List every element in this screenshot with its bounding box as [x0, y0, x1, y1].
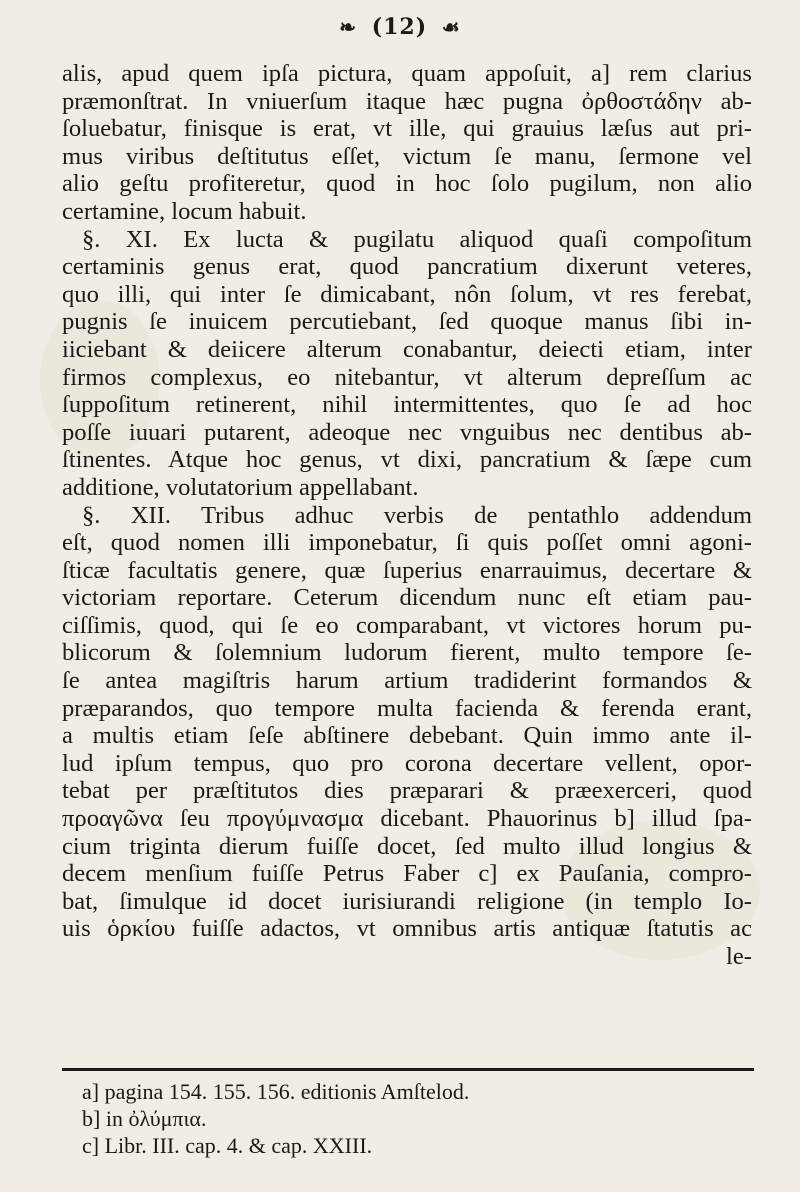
- text-line: mus viribus deſtitutus eſſet, victum ſe manu, ſermone vel: [62, 142, 752, 170]
- text-line: præparandos, quo tempore multa facienda & ferenda erant,: [62, 694, 752, 722]
- catchword: le-: [726, 943, 752, 970]
- text-line: uis ὁρκίου fuiſſe adactos, vt omnibus artis antiquæ ſtatutis ac: [62, 915, 752, 943]
- text-line: a multis etiam ſeſe abſtinere debebant. Quin immo ante il-: [62, 722, 752, 750]
- text-line: victoriam reportare. Ceterum dicendum nunc eſt etiam pau-: [62, 584, 752, 612]
- footnote-divider: [62, 1068, 754, 1071]
- ornament-left-icon: ❧: [339, 15, 358, 39]
- text-line: ſuppoſitum retinerent, nihil intermittentes, quo ſe ad hoc: [62, 391, 752, 419]
- text-line: lud ipſum tempus, quo pro corona decertare vellent, opor-: [62, 749, 752, 777]
- text-line: poſſe iuuari putarent, adeoque nec vnguibus nec dentibus ab-: [62, 418, 752, 446]
- text-line: ſticæ facultatis genere, quæ ſuperius enarrauimus, decertare &: [62, 556, 752, 584]
- text-line: certaminis genus erat, quod pancratium dixerunt veteres,: [62, 253, 752, 281]
- footnote-a: a] pagina 154. 155. 156. editionis Amſtelod.: [82, 1079, 470, 1104]
- text-line: tebat per præſtitutos dies præparari & præexerceri, quod: [62, 777, 752, 805]
- text-line: præmonſtrat. In vniuerſum itaque hæc pugna ὀρθοστάδην ab-: [62, 87, 752, 115]
- text-line: cium triginta dierum fuiſſe docet, ſed multo illud longius &: [62, 832, 752, 860]
- body-text: [62, 60, 752, 971]
- page-header: [0, 14, 800, 40]
- text-line: alio geſtu profiteretur, quod in hoc ſolo pugilum, non alio: [62, 170, 752, 198]
- text-line: ſtinentes. Atque hoc genus, vt dixi, pancratium & ſæpe cum: [62, 446, 752, 474]
- text-line: alis, apud quem ipſa pictura, quam appoſuit, a] rem clarius: [62, 60, 752, 87]
- text-line: iiciebant & deiicere alterum conabantur, deiecti etiam, inter: [62, 335, 752, 363]
- text-line: certamine, locum habuit.: [62, 197, 307, 225]
- text-line: blicorum & ſolemnium ludorum fierent, multo tempore ſe-: [62, 639, 752, 667]
- footnote-b: b] in ὀλύμπια.: [82, 1106, 207, 1131]
- text-line: eſt, quod nomen illi imponebatur, ſi quis poſſet omni agoni-: [62, 529, 752, 557]
- text-line: decem menſium fuiſſe Petrus Faber c] ex Pauſania, compro-: [62, 860, 752, 888]
- text-line: ſe antea magiſtris harum artium tradiderint formandos &: [62, 667, 752, 695]
- text-line: additione, volutatorium appellabant.: [62, 473, 419, 501]
- footnotes: [82, 1078, 732, 1159]
- text-line: ſoluebatur, finisque is erat, vt ille, qui grauius læſus aut pri-: [62, 115, 752, 143]
- text-line: quo illi, qui inter ſe dimicabant, nôn ſolum, vt res ferebat,: [62, 280, 752, 308]
- text-line: προαγῶνα ſeu προγύμνασμα dicebant. Phauorinus b] illud ſpa-: [62, 805, 752, 833]
- ornament-right-icon: ☙: [441, 15, 461, 39]
- section-heading-line: §. XI. Ex lucta & pugilatu aliquod quaſi compoſitum: [82, 225, 752, 253]
- text-line: firmos complexus, eo nitebantur, vt alterum depreſſum ac: [62, 363, 752, 391]
- text-line: ciſſimis, quod, qui ſe eo comparabant, vt victores horum pu-: [62, 611, 752, 639]
- section-heading-line: §. XII. Tribus adhuc verbis de pentathlo addendum: [82, 501, 752, 529]
- text-line: pugnis ſe inuicem percutiebant, ſed quoque manus ſibi in-: [62, 308, 752, 336]
- page-number: (12): [371, 14, 428, 40]
- text-line: bat, ſimulque id docet iurisiurandi religione (in templo Io-: [62, 887, 752, 915]
- footnote-c: c] Libr. III. cap. 4. & cap. XXIII.: [82, 1133, 373, 1158]
